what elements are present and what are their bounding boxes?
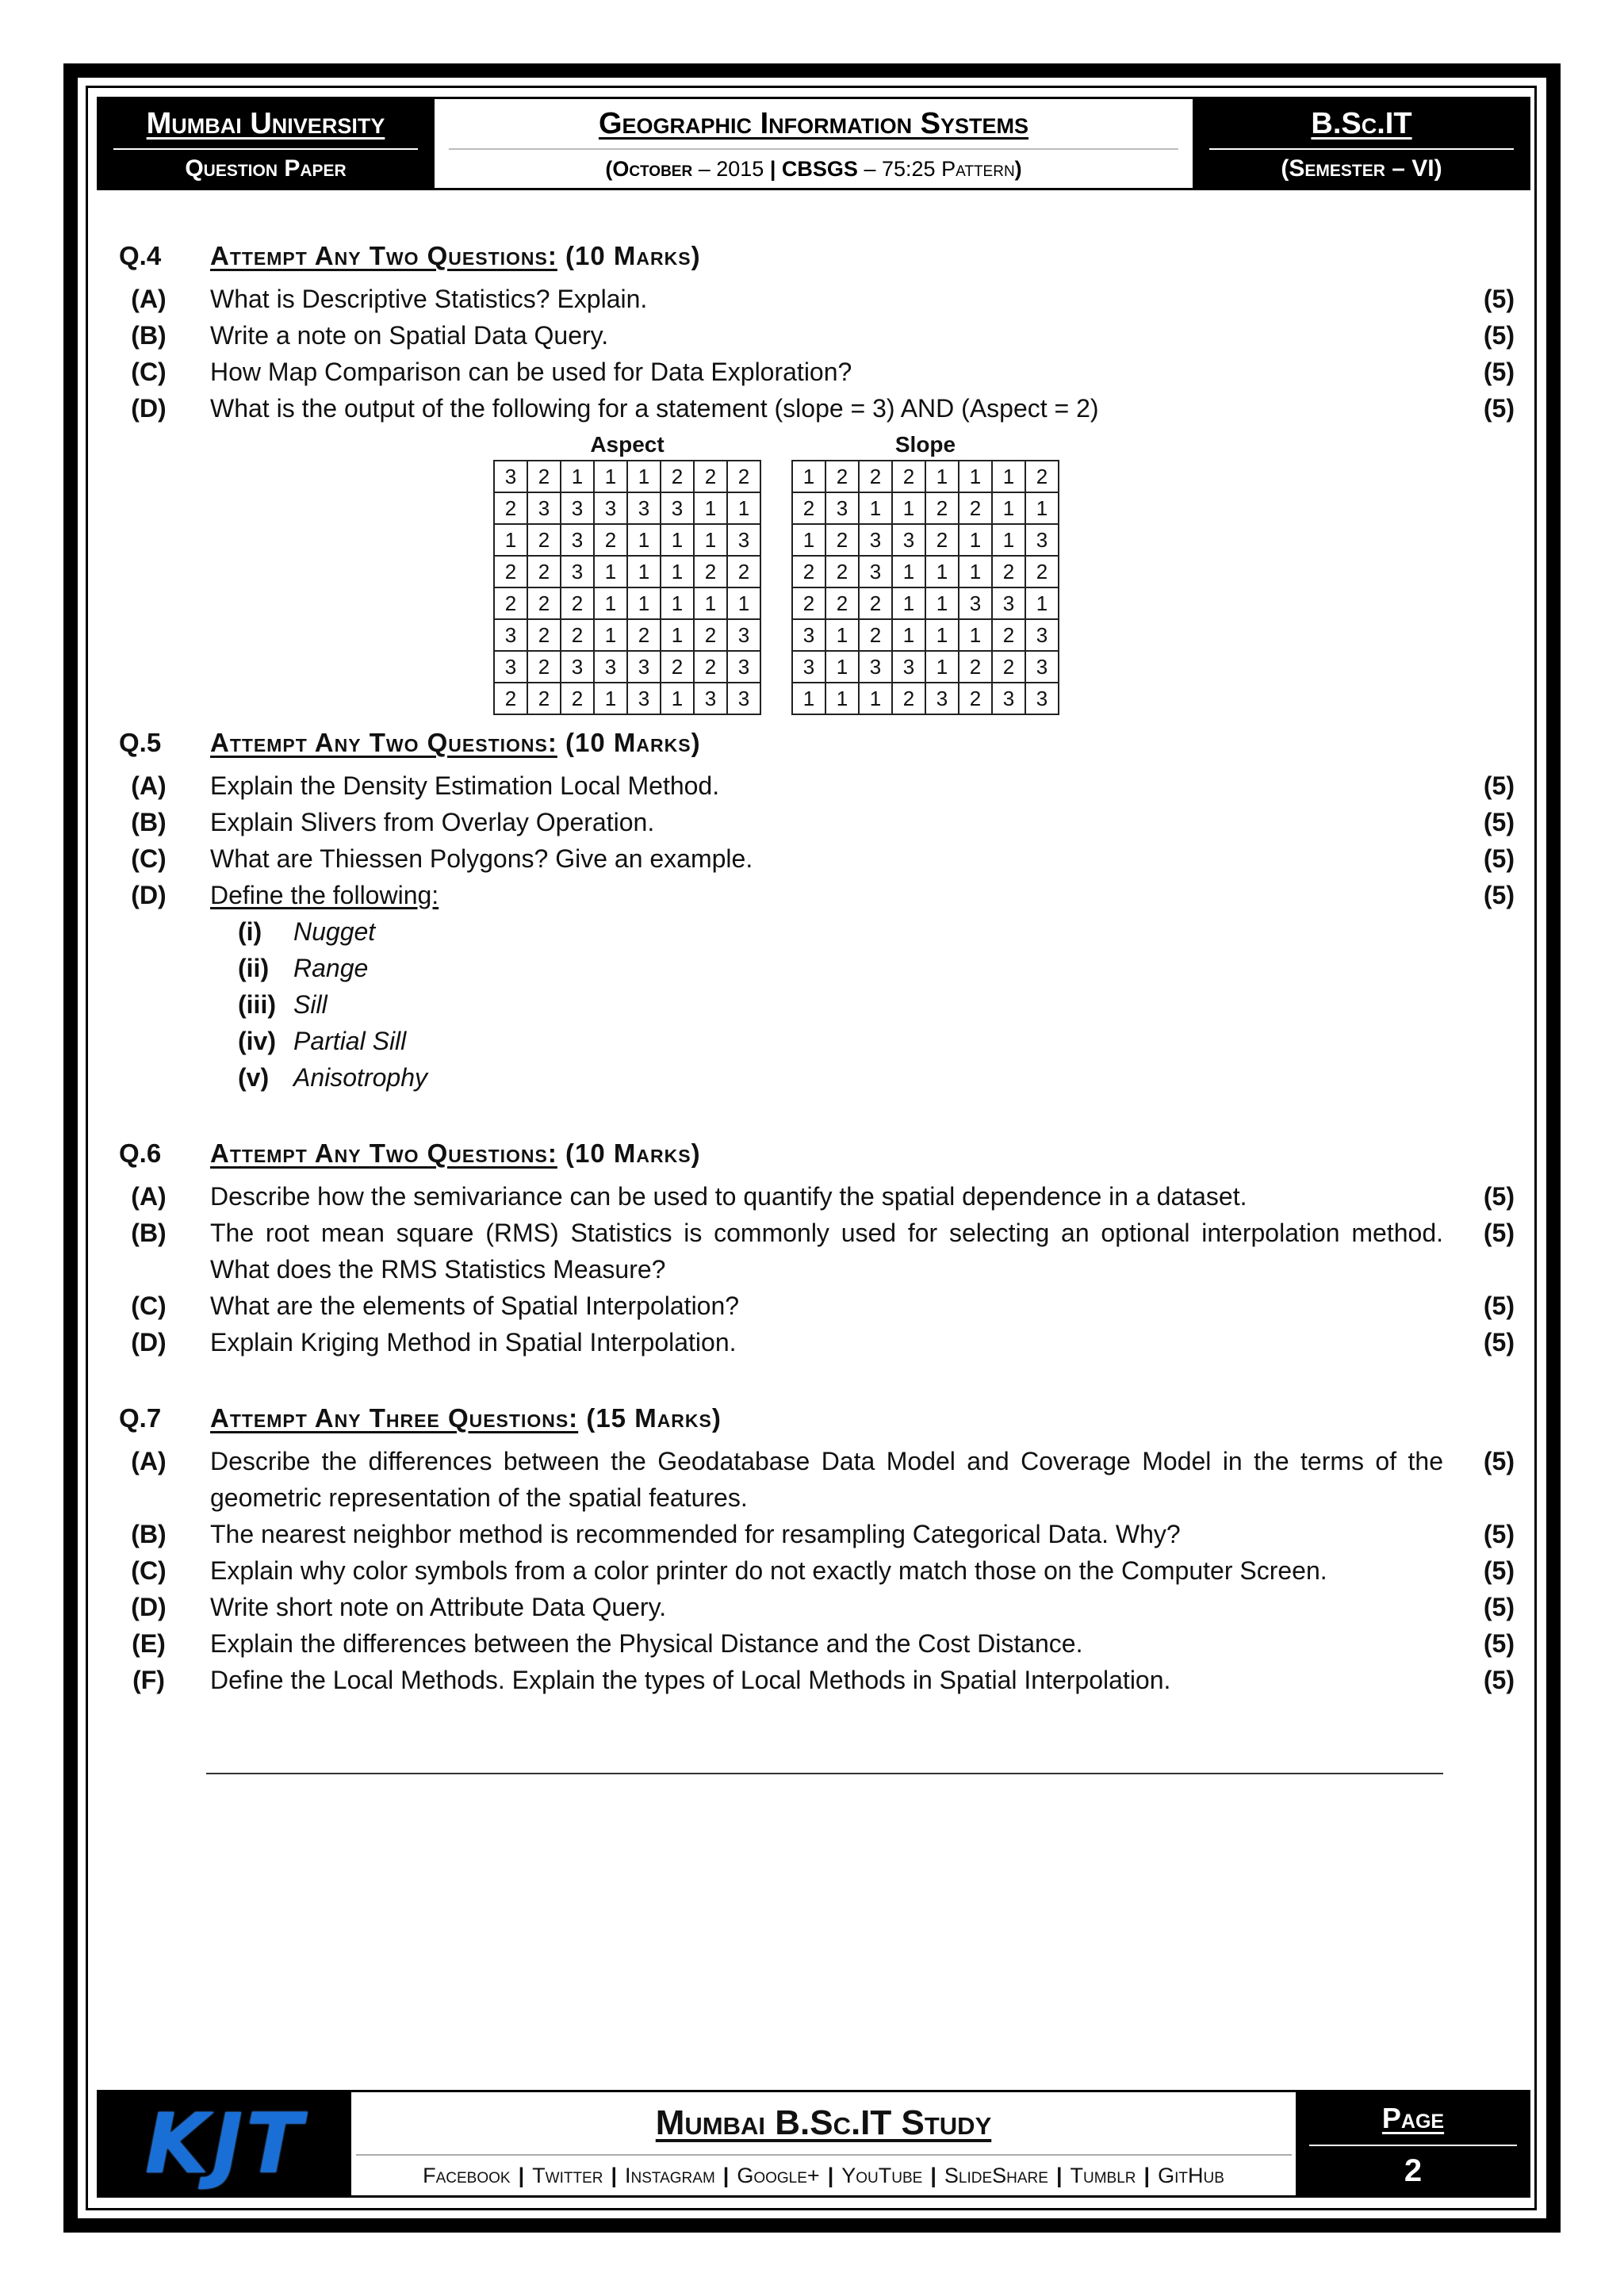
slope-cell: 3 (825, 492, 859, 524)
slope-cell: 2 (1025, 556, 1059, 587)
link-separator: | (518, 2163, 525, 2187)
aspect-cell: 2 (594, 524, 627, 556)
slope-cell: 2 (859, 461, 892, 492)
aspect-row (494, 651, 760, 683)
aspect-row (494, 461, 760, 492)
question-heading (119, 1138, 1515, 1178)
header-course-block (1195, 99, 1528, 188)
slope-cell: 1 (992, 492, 1025, 524)
social-link-slideshare[interactable]: SlideShare (944, 2163, 1048, 2187)
social-link-tumblr[interactable]: Tumblr (1070, 2163, 1136, 2187)
aspect-cell: 1 (661, 556, 694, 587)
slope-cell: 1 (925, 556, 959, 587)
aspect-cell: 2 (527, 619, 561, 651)
question-instruction: Attempt Any Two Questions: (10 Marks) (210, 1138, 701, 1168)
header-pattern: Pattern (941, 156, 1015, 181)
page-number-block (1298, 2092, 1528, 2195)
aspect-cell: 1 (661, 619, 694, 651)
aspect-cell: 2 (494, 587, 527, 619)
slope-cell: 2 (892, 461, 925, 492)
aspect-cell: 2 (694, 461, 727, 492)
question-item: (B) Explain Slivers from Overlay Operation. (5) (131, 808, 1515, 836)
slope-cell: 2 (859, 619, 892, 651)
header-subject-block (432, 99, 1195, 188)
slope-cell: 1 (992, 461, 1025, 492)
slope-cell: 2 (792, 492, 825, 524)
aspect-cell: 3 (494, 461, 527, 492)
slope-cell: 1 (859, 492, 892, 524)
aspect-cell: 2 (694, 651, 727, 683)
slope-grid-block (791, 430, 1059, 715)
aspect-cell: 1 (727, 587, 760, 619)
aspect-cell: 1 (627, 556, 661, 587)
question-item: (B) The root mean square (RMS) Statistics is commonly used for selecting an optional interpolation method. What does the RMS Statistics Measure? (5) (131, 1219, 1515, 1284)
slope-cell: 1 (959, 619, 992, 651)
header-year: – 2015 (698, 156, 764, 181)
aspect-cell: 3 (627, 683, 661, 714)
slope-cell: 2 (992, 556, 1025, 587)
social-links (423, 2156, 1224, 2195)
slope-cell: 1 (825, 651, 859, 683)
question-item: (F) Define the Local Methods. Explain the types of Local Methods in Spatial Interpolation. (5) (132, 1666, 1515, 1694)
slope-cell: 3 (959, 587, 992, 619)
header-ratio: – 75:25 (864, 156, 936, 181)
page-footer (97, 2090, 1530, 2198)
slope-cell: 3 (792, 651, 825, 683)
question-item: (C) How Map Comparison can be used for Data Exploration? (5) (131, 358, 1515, 386)
aspect-cell: 3 (627, 651, 661, 683)
slope-row (792, 524, 1059, 556)
link-separator: | (611, 2163, 618, 2187)
slope-cell: 3 (859, 524, 892, 556)
question-item: (C) What are the elements of Spatial Interpolation? (5) (131, 1292, 1515, 1320)
slope-cell: 1 (825, 683, 859, 714)
slope-cell: 1 (1025, 587, 1059, 619)
aspect-cell: 1 (594, 461, 627, 492)
slope-row (792, 556, 1059, 587)
aspect-grid-block (493, 430, 761, 715)
slope-grid-title: Slope (894, 432, 956, 457)
social-link-github[interactable]: GitHub (1158, 2163, 1224, 2187)
link-separator: | (722, 2163, 730, 2187)
header-month: October (612, 156, 693, 181)
end-rule (206, 1773, 1443, 1774)
slope-cell: 2 (825, 556, 859, 587)
slope-cell: 1 (859, 683, 892, 714)
aspect-cell: 3 (494, 651, 527, 683)
slope-cell: 2 (892, 683, 925, 714)
question-heading (119, 241, 1515, 281)
aspect-row (494, 556, 760, 587)
aspect-cell: 3 (561, 524, 594, 556)
aspect-cell: 2 (527, 461, 561, 492)
slope-cell: 1 (1025, 492, 1059, 524)
aspect-cell: 1 (661, 683, 694, 714)
aspect-cell: 3 (694, 683, 727, 714)
slope-cell: 3 (1025, 524, 1059, 556)
slope-cell: 2 (959, 683, 992, 714)
kjt-logo: KJT (99, 2092, 351, 2195)
social-link-twitter[interactable]: Twitter (532, 2163, 603, 2187)
question-heading (119, 728, 1515, 767)
question-instruction: Attempt Any Three Questions: (15 Marks) (210, 1403, 722, 1433)
link-separator: | (827, 2163, 834, 2187)
aspect-cell: 1 (594, 556, 627, 587)
slope-cell: 1 (959, 524, 992, 556)
slope-cell: 1 (892, 556, 925, 587)
aspect-cell: 2 (494, 556, 527, 587)
aspect-cell: 2 (661, 651, 694, 683)
question-item: (A) What is Descriptive Statistics? Explain. (5) (131, 285, 1515, 313)
slope-row (792, 492, 1059, 524)
slope-row (792, 461, 1059, 492)
aspect-cell: 1 (727, 492, 760, 524)
aspect-grid-title: Aspect (590, 432, 665, 457)
social-link-youtube[interactable]: YouTube (841, 2163, 923, 2187)
slope-cell: 3 (1025, 619, 1059, 651)
question-number: Q.6 (119, 1138, 162, 1168)
slope-cell: 2 (959, 492, 992, 524)
slope-cell: 3 (859, 651, 892, 683)
slope-row (792, 587, 1059, 619)
aspect-grid (493, 460, 761, 715)
question-item: (D) Define the following: (5) (131, 881, 1515, 909)
question-item: (A) Explain the Density Estimation Local Method. (5) (131, 771, 1515, 800)
slope-cell: 2 (959, 651, 992, 683)
slope-cell: 2 (925, 492, 959, 524)
sub-item: (ii) Range (238, 954, 369, 982)
slope-cell: 1 (792, 461, 825, 492)
slope-cell: 2 (825, 461, 859, 492)
page-header (97, 97, 1530, 190)
header-university-block (99, 99, 432, 188)
social-link-facebook[interactable]: Facebook (423, 2163, 511, 2187)
question-number: Q.5 (119, 728, 162, 757)
question-item: (D) Explain Kriging Method in Spatial Interpolation. (5) (131, 1328, 1515, 1357)
question-instruction: Attempt Any Two Questions: (10 Marks) (210, 728, 701, 757)
aspect-cell: 1 (594, 619, 627, 651)
question-instruction: Attempt Any Two Questions: (10 Marks) (210, 241, 701, 270)
slope-cell: 3 (792, 619, 825, 651)
aspect-cell: 3 (494, 619, 527, 651)
aspect-cell: 1 (694, 524, 727, 556)
question-item: (C) What are Thiessen Polygons? Give an example. (5) (131, 844, 1515, 873)
slope-cell: 2 (792, 587, 825, 619)
aspect-cell: 1 (627, 524, 661, 556)
aspect-cell: 1 (627, 461, 661, 492)
slope-row (792, 619, 1059, 651)
aspect-cell: 3 (594, 651, 627, 683)
slope-grid (791, 460, 1059, 715)
slope-row (792, 651, 1059, 683)
header-question-paper: Question Paper (185, 155, 347, 182)
aspect-cell: 3 (627, 492, 661, 524)
aspect-cell: 3 (727, 651, 760, 683)
header-semester: (Semester – VI) (1281, 155, 1442, 182)
question-item: (D) What is the output of the following for a statement (slope = 3) AND (Aspect = 2) (5) (131, 394, 1515, 423)
slope-cell: 2 (825, 524, 859, 556)
aspect-cell: 3 (561, 651, 594, 683)
question-item: (B) Write a note on Spatial Data Query. (5) (131, 321, 1515, 350)
slope-cell: 3 (1025, 683, 1059, 714)
sub-item: (i) Nugget (238, 917, 376, 946)
sub-item: (v) Anisotrophy (238, 1063, 427, 1092)
slope-cell: 3 (992, 587, 1025, 619)
question-item: (C) Explain why color symbols from a color printer do not exactly match those on the Computer Screen. (5) (131, 1556, 1515, 1585)
page-label: Page (1381, 2102, 1445, 2134)
aspect-cell: 2 (494, 492, 527, 524)
slope-cell: 1 (925, 651, 959, 683)
sub-item: (iv) Partial Sill (238, 1027, 407, 1055)
slope-cell: 3 (892, 651, 925, 683)
aspect-cell: 1 (627, 587, 661, 619)
aspect-cell: 2 (527, 651, 561, 683)
slope-cell: 1 (959, 556, 992, 587)
link-separator: | (1055, 2163, 1063, 2187)
slope-cell: 2 (992, 651, 1025, 683)
aspect-cell: 3 (727, 683, 760, 714)
header-course: B.Sc.IT (1311, 106, 1412, 140)
slope-cell: 1 (925, 587, 959, 619)
aspect-cell: 3 (594, 492, 627, 524)
question-item: (E) Explain the differences between the Physical Distance and the Cost Distance. (5) (132, 1629, 1515, 1658)
link-separator: | (930, 2163, 936, 2187)
aspect-cell: 2 (661, 461, 694, 492)
aspect-row (494, 587, 760, 619)
aspect-cell: 2 (727, 556, 760, 587)
aspect-cell: 3 (527, 492, 561, 524)
aspect-cell: 3 (561, 492, 594, 524)
aspect-cell: 2 (527, 556, 561, 587)
aspect-cell: 2 (694, 619, 727, 651)
slope-cell: 2 (859, 587, 892, 619)
aspect-row (494, 524, 760, 556)
header-sep: | (769, 156, 776, 181)
aspect-cell: 1 (661, 587, 694, 619)
aspect-cell: 3 (561, 556, 594, 587)
slope-cell: 3 (992, 683, 1025, 714)
question-heading (119, 1403, 1515, 1443)
question-number: Q.4 (119, 241, 162, 270)
aspect-cell: 1 (594, 587, 627, 619)
slope-cell: 3 (892, 524, 925, 556)
header-exam-info: ( October – 2015 | CBSGS – 75:25 Pattern ) (605, 156, 1022, 181)
question-item: (B) The nearest neighbor method is recommended for resampling Categorical Data. Why? (5) (131, 1520, 1515, 1548)
aspect-cell: 1 (661, 524, 694, 556)
aspect-cell: 1 (494, 524, 527, 556)
question-number: Q.7 (119, 1403, 162, 1433)
aspect-cell: 2 (627, 619, 661, 651)
slope-cell: 1 (892, 492, 925, 524)
slope-cell: 1 (792, 524, 825, 556)
link-separator: | (1143, 2163, 1151, 2187)
slope-cell: 3 (859, 556, 892, 587)
slope-cell: 1 (892, 619, 925, 651)
page-number: 2 (1404, 2152, 1423, 2188)
aspect-cell: 1 (561, 461, 594, 492)
header-university: Mumbai University (146, 106, 385, 140)
question-content (119, 230, 1515, 1698)
aspect-cell: 2 (561, 683, 594, 714)
slope-cell: 1 (925, 619, 959, 651)
question-item: (A) Describe the differences between the Geodatabase Data Model and Coverage Model in the terms of the geometric representation of the spatial features. (5) (131, 1447, 1515, 1512)
footer-title: Mumbai B.Sc.IT Study (655, 2103, 992, 2142)
slope-cell: 1 (992, 524, 1025, 556)
slope-cell: 2 (992, 619, 1025, 651)
slope-cell: 2 (1025, 461, 1059, 492)
slope-cell: 3 (925, 683, 959, 714)
footer-center (351, 2092, 1298, 2195)
slope-cell: 1 (959, 461, 992, 492)
slope-cell: 1 (792, 683, 825, 714)
aspect-cell: 3 (727, 524, 760, 556)
slope-cell: 3 (1025, 651, 1059, 683)
aspect-cell: 2 (527, 683, 561, 714)
social-link-google[interactable]: Google+ (737, 2163, 820, 2187)
aspect-cell: 3 (727, 619, 760, 651)
slope-cell: 1 (925, 461, 959, 492)
aspect-cell: 1 (694, 587, 727, 619)
slope-row (792, 683, 1059, 714)
aspect-row (494, 619, 760, 651)
aspect-cell: 2 (727, 461, 760, 492)
aspect-cell: 2 (561, 619, 594, 651)
sub-item: (iii) Sill (238, 990, 327, 1019)
aspect-cell: 1 (594, 683, 627, 714)
header-subject: Geographic Information Systems (598, 106, 1029, 140)
aspect-row (494, 683, 760, 714)
aspect-cell: 2 (694, 556, 727, 587)
slope-cell: 2 (925, 524, 959, 556)
aspect-cell: 2 (527, 587, 561, 619)
header-scheme: CBSGS (781, 156, 858, 181)
aspect-cell: 2 (561, 587, 594, 619)
aspect-row (494, 492, 760, 524)
slope-cell: 1 (892, 587, 925, 619)
social-link-instagram[interactable]: Instagram (625, 2163, 715, 2187)
slope-cell: 2 (825, 587, 859, 619)
slope-cell: 2 (792, 556, 825, 587)
raster-grids (493, 430, 1515, 715)
aspect-cell: 1 (694, 492, 727, 524)
question-item: (A) Describe how the semivariance can be used to quantify the spatial dependence in a dataset. (5) (131, 1182, 1515, 1211)
slope-cell: 1 (825, 619, 859, 651)
aspect-cell: 2 (494, 683, 527, 714)
question-item: (D) Write short note on Attribute Data Query. (5) (131, 1593, 1515, 1621)
aspect-cell: 2 (527, 524, 561, 556)
aspect-cell: 3 (661, 492, 694, 524)
